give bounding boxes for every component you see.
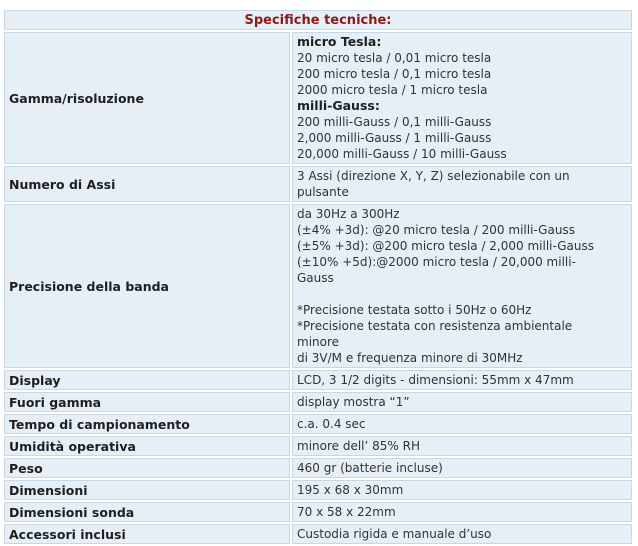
row-value [292, 370, 632, 390]
value-line: Custodia rigida e manuale d’uso [297, 527, 492, 541]
row-label: Display [4, 370, 290, 390]
table-row [4, 458, 632, 478]
table-row [4, 502, 632, 522]
value-line: Gauss [297, 271, 334, 285]
row-value [292, 392, 632, 412]
value-line: 195 x 68 x 30mm [297, 483, 404, 497]
value-line: 3 Assi (direzione X, Y, Z) selezionabile con un [297, 169, 570, 183]
value-line: LCD, 3 1/2 digits - dimensioni: 55mm x 47mm [297, 373, 574, 387]
table-header-row [4, 10, 632, 30]
value-line: da 30Hz a 300Hz [297, 207, 400, 221]
table-row [4, 392, 632, 412]
table-row [4, 204, 632, 368]
row-label: Peso [4, 458, 290, 478]
table-row [4, 32, 632, 164]
row-label: Fuori gamma [4, 392, 290, 412]
spec-table [2, 8, 634, 546]
row-label: Dimensioni [4, 480, 290, 500]
row-label: Tempo di campionamento [4, 414, 290, 434]
table-row [4, 524, 632, 544]
row-value [292, 502, 632, 522]
row-value [292, 480, 632, 500]
value-line: 460 gr (batterie incluse) [297, 461, 443, 475]
value-line: 200 milli-Gauss / 0,1 milli-Gauss [297, 115, 492, 129]
value-line [297, 286, 627, 302]
value-line: (±5% +3d): @200 micro tesla / 2,000 milli-Gauss [297, 239, 595, 253]
row-value [292, 414, 632, 434]
value-line: *Precisione testata sotto i 50Hz o 60Hz [297, 303, 532, 317]
value-line: minore dell’ 85% RH [297, 439, 420, 453]
group-title: micro Tesla: [297, 34, 382, 49]
table-row [4, 436, 632, 456]
row-value [292, 436, 632, 456]
value-line: 200 micro tesla / 0,1 micro tesla [297, 67, 492, 81]
row-value [292, 204, 632, 368]
row-label: Precisione della banda [4, 204, 290, 368]
value-line: c.a. 0.4 sec [297, 417, 366, 431]
group-title: milli-Gauss: [297, 98, 380, 113]
row-label: Gamma/risoluzione [4, 32, 290, 164]
table-row [4, 480, 632, 500]
value-line: pulsante [297, 185, 349, 199]
spec-table-body [4, 10, 632, 544]
table-row [4, 370, 632, 390]
table-title: Specifiche tecniche: [4, 10, 632, 30]
row-label: Umidità operativa [4, 436, 290, 456]
value-line: 20 micro tesla / 0,01 micro tesla [297, 51, 492, 65]
table-row [4, 414, 632, 434]
value-line: 20,000 milli-Gauss / 10 milli-Gauss [297, 147, 507, 161]
value-line: display mostra “1” [297, 395, 410, 409]
row-label: Dimensioni sonda [4, 502, 290, 522]
row-label: Numero di Assi [4, 166, 290, 202]
row-value [292, 166, 632, 202]
value-line: 70 x 58 x 22mm [297, 505, 396, 519]
row-value [292, 458, 632, 478]
row-label: Accessori inclusi [4, 524, 290, 544]
value-line: di 3V/M e frequenza minore di 30MHz [297, 351, 523, 365]
value-line: (±10% +5d):@2000 micro tesla / 20,000 milli- [297, 255, 576, 269]
value-line: 2000 micro tesla / 1 micro tesla [297, 83, 488, 97]
row-value [292, 524, 632, 544]
value-line: 2,000 milli-Gauss / 1 milli-Gauss [297, 131, 492, 145]
value-line: *Precisione testata con resistenza ambientale [297, 319, 573, 333]
value-line: minore [297, 335, 340, 349]
row-value [292, 32, 632, 164]
value-line: (±4% +3d): @20 micro tesla / 200 milli-Gauss [297, 223, 575, 237]
table-row [4, 166, 632, 202]
